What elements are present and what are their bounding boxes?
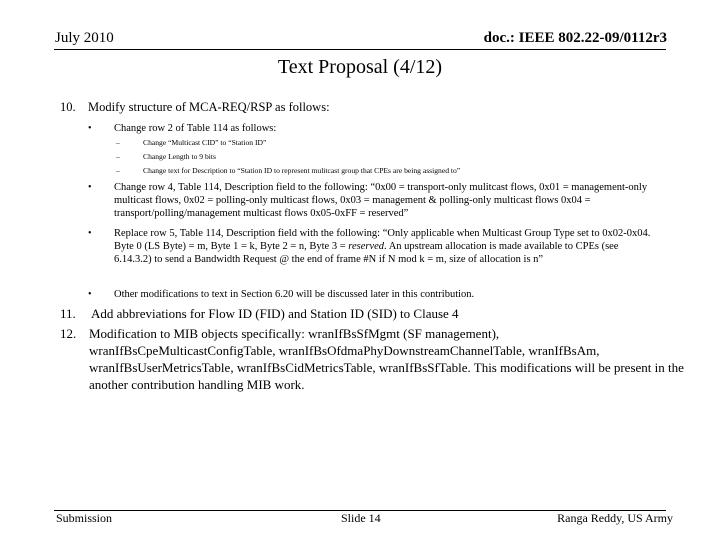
header-divider xyxy=(54,49,666,50)
header-doc-id: doc.: IEEE 802.22-09/0112r3 xyxy=(483,30,667,46)
header-date: July 2010 xyxy=(55,30,114,46)
list-item-number: 12. xyxy=(60,326,77,341)
dash-icon: – xyxy=(116,166,120,175)
bullet-text: Change row 2 of Table 114 as follows: xyxy=(114,123,277,134)
bullet-icon: • xyxy=(88,289,92,300)
list-item-text: Modification to MIB objects specifically: wranIfBsSfMgmt (SF management), wranIfBsCpeMulticastConfigTable, wranIfBsOfdmaPhyDownstreamChannelTable, wranIfBsAm, wranIfBsUserMetricsTable, wranIfBsCidMetricsTable, wranIfBsSfTable. This modifications will be present in the another contribution handling MIB work. xyxy=(89,326,684,392)
bullet-icon: • xyxy=(88,123,92,134)
bullet-text: Change row 4, Table 114, Description field to the following: “0x00 = transport-only mulitcast flows, 0x01 = management-only multicast flows, 0x02 = polling-only multicast flows, 0x03 = management & polling-only multicast flows 0x04 = transport/polling/management multicast flows 0x05-0xFF = reserved” xyxy=(114,182,648,219)
footer-slide-number: Slide 14 xyxy=(341,511,381,525)
list-item-text: Add abbreviations for Flow ID (FID) and Station ID (SID) to Clause 4 xyxy=(91,306,459,321)
sub-bullet-text: Change “Multicast CID” to “Station ID” xyxy=(143,138,267,147)
footer-author: Ranga Reddy, US Army xyxy=(557,511,673,525)
footer-submission: Submission xyxy=(56,511,113,525)
bullet-text: Other modifications to text in Section 6.20 will be discussed later in this contribution. xyxy=(114,289,475,300)
dash-icon: – xyxy=(116,152,120,161)
bullet-icon: • xyxy=(88,182,92,193)
list-item-text: Modify structure of MCA-REQ/RSP as follows: xyxy=(88,100,330,114)
list-item-number: 10. xyxy=(60,100,76,114)
bullet-icon: • xyxy=(88,228,92,239)
bullet-text: Replace row 5, Table 114, Description field with the following: “Only applicable when Multicast Group Type set to 0x02-0x04. Byte 0 (LS Byte) = m, Byte 1 = k, Byte 2 = n, Byte 3 = reserved. An upstream allocation is made available to CPEs (see 6.14.3.2) to send a Bandwidth Request @ the end of frame #N if N mod k = m, size of allocation is n” xyxy=(114,228,651,265)
dash-icon: – xyxy=(116,138,120,147)
list-item-number: 11. xyxy=(60,306,76,321)
sub-bullet-text: Change Length to 9 bits xyxy=(143,152,216,161)
slide-title: Text Proposal (4/12) xyxy=(277,56,443,78)
sub-bullet-text: Change text for Description to “Station ID to represent mulitcast group that CPEs are being assigned to” xyxy=(143,166,461,175)
